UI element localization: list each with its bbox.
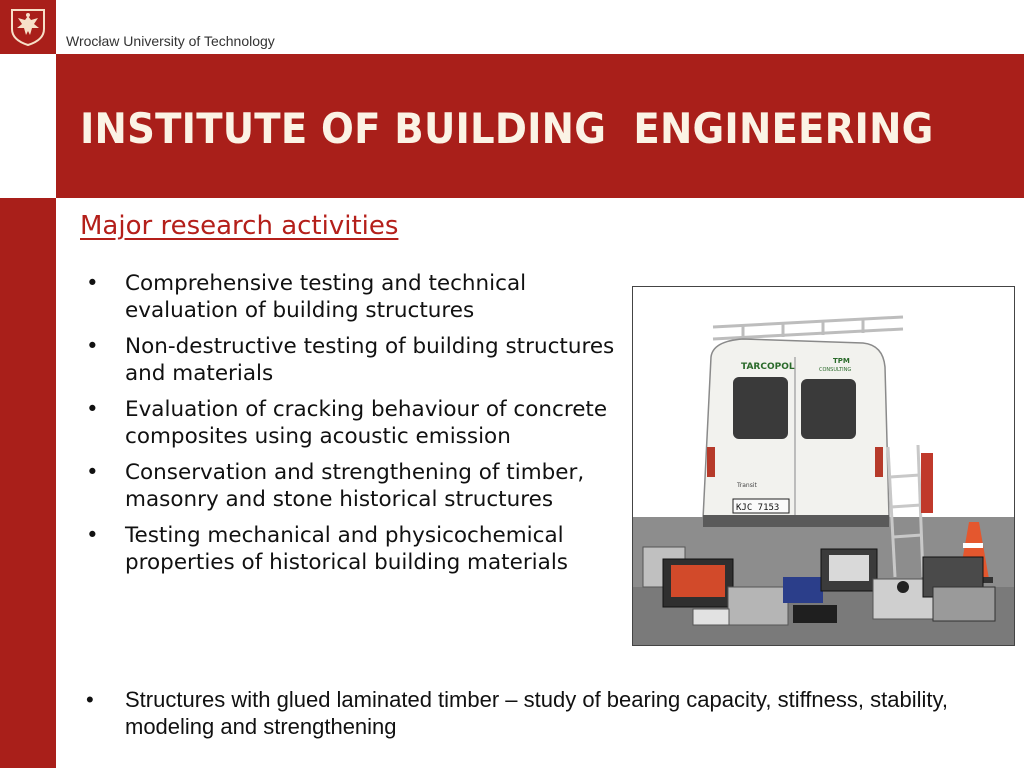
list-item: [80, 333, 630, 387]
university-name: Wrocław University of Technology: [66, 33, 275, 49]
bullet-icon: •: [86, 397, 99, 422]
bottom-list-item: [80, 686, 980, 740]
bullet-icon: •: [86, 460, 99, 485]
van-label-right: TPM: [833, 357, 850, 365]
list-item: [80, 270, 630, 324]
bullet-icon: •: [86, 523, 99, 548]
bullet-icon: •: [86, 271, 99, 296]
list-item-text: Non-destructive testing of building structures and materials: [125, 334, 615, 386]
research-activities-list: [80, 270, 630, 585]
left-accent-strip: [0, 198, 56, 768]
list-item-text: Testing mechanical and physicochemical properties of historical building materials: [125, 523, 568, 575]
list-item-text: Structures with glued laminated timber – study of bearing capacity, stiffness, stability, modeling and strengthening: [125, 687, 948, 739]
van-label-left: TARCOPOL: [741, 362, 795, 372]
header-left-margin: [0, 54, 56, 198]
eagle-crest-icon: [8, 7, 48, 47]
list-item-text: Conservation and strengthening of timber, masonry and stone historical structures: [125, 460, 585, 512]
bullet-icon: •: [86, 334, 99, 359]
van-badge: Transit: [737, 482, 757, 489]
list-item: [80, 459, 630, 513]
section-heading: Major research activities: [80, 211, 399, 241]
van-illustration: [633, 287, 1014, 645]
list-item-text: Evaluation of cracking behaviour of concrete composites using acoustic emission: [125, 397, 608, 449]
equipment-van-photo: [632, 286, 1015, 646]
list-item-text: Comprehensive testing and technical evaluation of building structures: [125, 271, 527, 323]
van-label-right-sub: CONSULTING: [819, 367, 852, 373]
university-logo: [0, 0, 56, 54]
page-title: INSTITUTE OF BUILDING ENGINEERING: [80, 104, 934, 153]
list-item: [80, 396, 630, 450]
license-plate: KJC 7153: [736, 503, 780, 513]
list-item: [80, 522, 630, 576]
bullet-icon: •: [86, 687, 94, 712]
